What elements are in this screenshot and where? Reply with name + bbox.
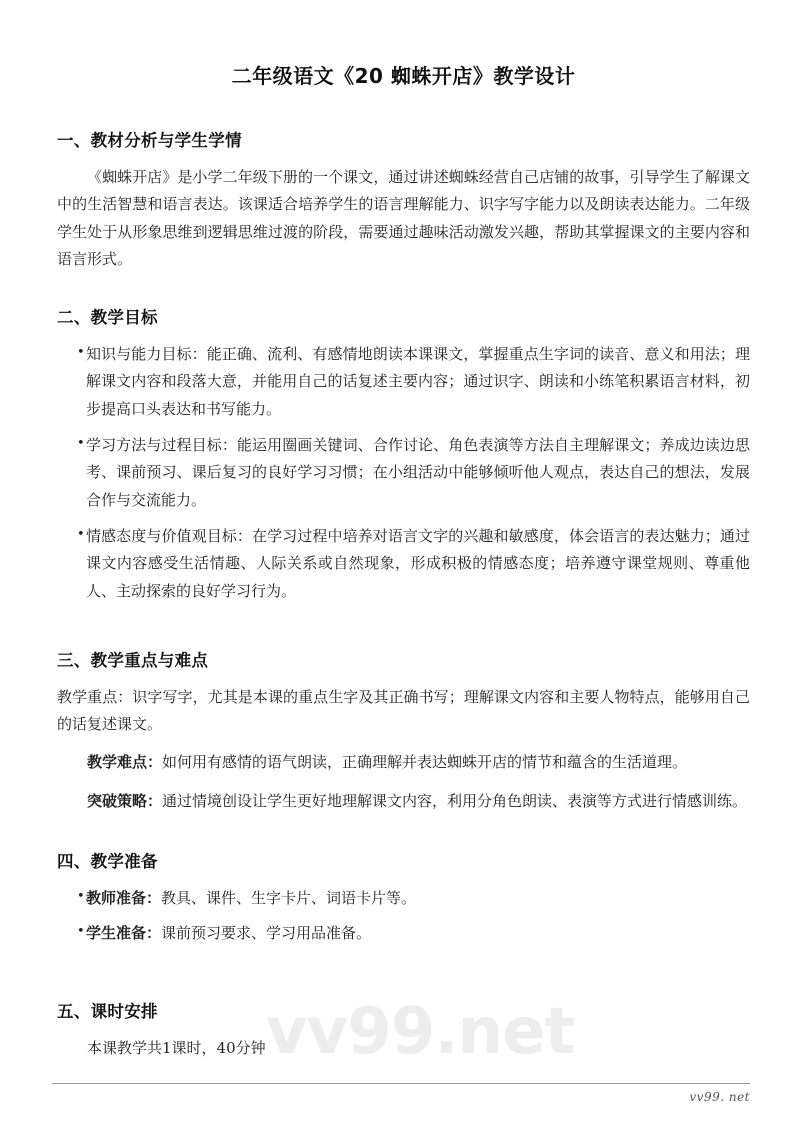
list-item: [57, 920, 750, 947]
breakthrough-strategy-paragraph: [57, 788, 750, 815]
teaching-focus-label: 教学重点：: [57, 687, 133, 706]
section-heading-focus-and-difficulties: 三、教学重点与难点: [57, 650, 209, 670]
section-heading-teaching-preparation: 四、教学准备: [57, 852, 158, 872]
list-item: • 知识与能力目标：能正确、流利、有感情地朗读本课课文，掌握重点生字词的读音、意义和用法；理解课文内容和段落大意，并能用自己的话复述主要内容；通过识字、朗读和小练笔积累语言材料，初步提高口头表达和书写能力。: [57, 341, 750, 423]
teaching-objectives-list: [57, 341, 750, 605]
teaching-difficulty-paragraph: [57, 749, 750, 776]
teacher-preparation-text: 教具、课件、生字卡片、词语卡片等。: [161, 889, 417, 908]
teaching-difficulty-label: 教学难点：: [87, 753, 163, 772]
breakthrough-strategy-text: 通过情境创设让学生更好地理解课文内容，利用分角色朗读、表演等方式进行情感训练。: [162, 791, 748, 810]
footer-site-label: vv99. net: [689, 1090, 750, 1104]
section-1-paragraph: 《蜘蛛开店》是小学二年级下册的一个课文，通过讲述蜘蛛经营自己店铺的故事，引导学生了解课文中的生活智慧和语言表达。该课适合培养学生的语言理解能力、识字写字能力以及朗读表达能力。二年级学生处于从形象思维到逻辑思维过渡的阶段，需要通过趣味活动激发兴趣，帮助其掌握课文的主要内容和语言形式。: [57, 168, 750, 268]
page-watermark: vv99.net: [265, 995, 575, 1069]
teaching-difficulty-text: 如何用有感情的语气朗读，正确理解并表达蜘蛛开店的情节和蕴含的生活道理。: [162, 753, 688, 772]
list-item: • 情感态度与价值观目标：在学习过程中培养对语言文字的兴趣和敏感度，体会语言的表达魅力；通过课文内容感受生活情趣、人际关系或自然现象，形成积极的情感态度；培养遵守课堂规则、尊重他人、主动探索的良好学习行为。: [57, 523, 750, 605]
teaching-focus-text: 识字写字，尤其是本课的重点生字及其正确书写；理解课文内容和主要人物特点，能够用自己的话复述课文。: [57, 687, 750, 734]
section-heading-class-schedule: 五、课时安排: [57, 1001, 158, 1021]
section-heading-teaching-material-analysis: 一、教材分析与学生学情: [57, 131, 242, 150]
footer-divider: [52, 1083, 750, 1084]
list-item: • 学习方法与过程目标：能运用圈画关键词、合作讨论、角色表演等方法自主理解课文；养成边读边思考、课前预习、课后复习的良好学习习惯；在小组活动中能够倾听他人观点，表达自己的想法，发展合作与交流能力。: [57, 432, 750, 514]
page-footer: [52, 1083, 750, 1104]
student-preparation-label: 学生准备：: [86, 924, 162, 943]
section-5-paragraph: 本课教学共1课时，40分钟: [87, 1038, 266, 1057]
section-heading-teaching-objectives: 二、教学目标: [57, 308, 158, 328]
breakthrough-strategy-label: 突破策略：: [87, 791, 163, 810]
teacher-preparation-label: 教师准备：: [86, 889, 162, 908]
page-title: 二年级语文《20 蜘蛛开店》教学设计: [231, 64, 576, 88]
teaching-focus-paragraph: [57, 684, 750, 739]
list-item: [57, 885, 750, 912]
teaching-preparation-list: [57, 885, 750, 948]
student-preparation-text: 课前预习要求、学习用品准备。: [161, 924, 372, 943]
